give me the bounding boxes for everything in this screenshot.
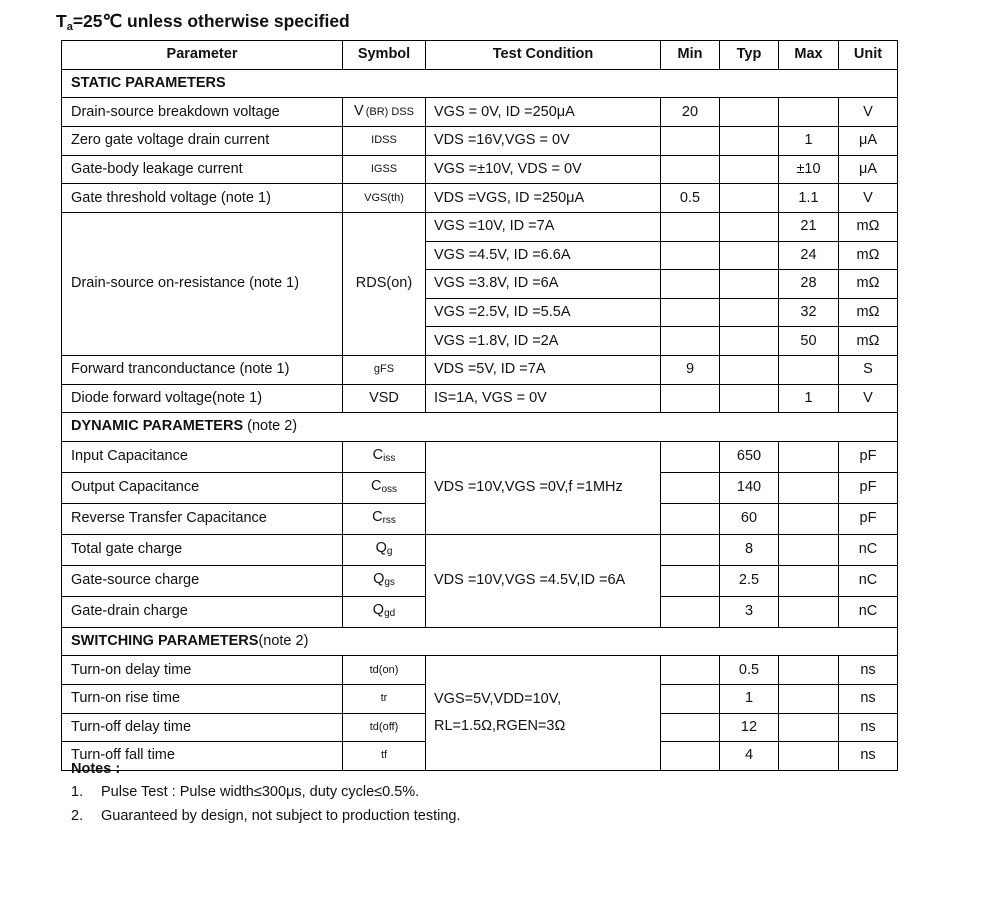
min-cell [661, 127, 720, 156]
section-label: SWITCHING PARAMETERS [71, 633, 259, 650]
table-row: Turn-off delay time td(off) 12 ns [62, 713, 898, 742]
condition-cell: VDS =VGS, ID =250μA [426, 184, 661, 213]
condition-cell: VDS =16V,VGS = 0V [426, 127, 661, 156]
rds-unit-3: mΩ [839, 298, 898, 327]
rds-unit-0: mΩ [839, 212, 898, 241]
rds-cond-1: VGS =4.5V, ID =6.6A [426, 241, 661, 270]
unit-cell: μA [839, 155, 898, 184]
unit-cell: S [839, 355, 898, 384]
table-row: Turn-on rise time tr 1 ns [62, 684, 898, 713]
table-row [62, 155, 898, 184]
header-max: Max [779, 41, 839, 70]
section-switching: SWITCHING PARAMETERS(note 2) [62, 627, 898, 656]
table-row [62, 98, 898, 127]
header-symbol: Symbol [343, 41, 426, 70]
param-cell: Gate-body leakage current [62, 155, 343, 184]
note-item: 1. Pulse Test : Pulse width≤300μs, duty cycle≤0.5%. [71, 784, 420, 800]
param-cell: Zero gate voltage drain current [62, 127, 343, 156]
min-cell: 9 [661, 355, 720, 384]
header-typ: Typ [720, 41, 779, 70]
rds-unit-1: mΩ [839, 241, 898, 270]
max-cell [779, 355, 839, 384]
min-cell: 0.5 [661, 184, 720, 213]
table-row: Gate-drain charge $Q_{gd}$ 3 nC [62, 596, 898, 627]
symbol-cell: IDSS [343, 127, 426, 156]
max-cell [779, 98, 839, 127]
header-unit: Unit [839, 41, 898, 70]
header-min: Min [661, 41, 720, 70]
param-cell: Gate threshold voltage (note 1) [62, 184, 343, 213]
table-row [62, 355, 898, 384]
rds-param: Drain-source on-resistance (note 1) [62, 212, 343, 355]
condition-cell: VDS =5V, ID =7A [426, 355, 661, 384]
rds-max-4: 50 [779, 327, 839, 356]
table-row: Total gate charge $Q_g$ VDS =10V,VGS =4.5V,ID =6A 8 nC [62, 534, 898, 565]
page-title: $T_a=25℃$ unless otherwise specified [56, 11, 350, 33]
condition-cell: VGS = 0V, ID =250μA [426, 98, 661, 127]
gate-test-condition: VDS =10V,VGS =4.5V,ID =6A [426, 534, 661, 627]
min-cell [661, 384, 720, 413]
section-label: STATIC PARAMETERS [71, 74, 226, 91]
max-cell: ±10 [779, 155, 839, 184]
rds-cond-3: VGS =2.5V, ID =5.5A [426, 298, 661, 327]
rds-max-3: 32 [779, 298, 839, 327]
condition-cell: VGS =±10V, VDS = 0V [426, 155, 661, 184]
section-label: DYNAMIC PARAMETERS [71, 418, 244, 435]
typ-cell [720, 155, 779, 184]
rds-cond-2: VGS =3.8V, ID =6A [426, 270, 661, 299]
rds-cond-4: VGS =1.8V, ID =2A [426, 327, 661, 356]
table-row: Turn-off fall time tf 4 ns [62, 742, 898, 771]
rds-max-1: 24 [779, 241, 839, 270]
notes-section [71, 761, 461, 832]
typ-cell [720, 127, 779, 156]
rds-max-0: 21 [779, 212, 839, 241]
rds-symbol: RDS(on) [343, 212, 426, 355]
condition-cell: IS=1A, VGS = 0V [426, 384, 661, 413]
symbol-cell: V (BR) DSS [343, 98, 426, 127]
symbol-cell: VSD [343, 384, 426, 413]
max-cell: 1 [779, 127, 839, 156]
table-row [62, 184, 898, 213]
min-cell: 20 [661, 98, 720, 127]
electrical-characteristics-table [61, 40, 898, 771]
table-row: Output Capacitance $C_{oss}$ 140 pF [62, 472, 898, 503]
table-row [62, 384, 898, 413]
param-cell: Forward tranconductance (note 1) [62, 355, 343, 384]
rds-unit-2: mΩ [839, 270, 898, 299]
max-cell: 1 [779, 384, 839, 413]
typ-cell [720, 355, 779, 384]
typ-cell [720, 184, 779, 213]
note-item: 2. Guaranteed by design, not subject to production testing. [71, 808, 461, 824]
notes-heading: Notes : [71, 761, 121, 777]
symbol-cell: VGS(th) [343, 184, 426, 213]
symbol-cell: IGSS [343, 155, 426, 184]
table-row [62, 127, 898, 156]
section-dynamic: DYNAMIC PARAMETERS (note 2) [62, 413, 898, 442]
typ-cell [720, 98, 779, 127]
typ-cell [720, 384, 779, 413]
unit-cell: μA [839, 127, 898, 156]
min-cell [661, 155, 720, 184]
table-row: Turn-on delay time td(on) VGS=5V,VDD=10V, RL=1.5Ω,RGEN=3Ω 0.5 ns [62, 656, 898, 685]
rds-unit-4: mΩ [839, 327, 898, 356]
rds-cond-0: VGS =10V, ID =7A [426, 212, 661, 241]
switching-test-condition: VGS=5V,VDD=10V, RL=1.5Ω,RGEN=3Ω [426, 656, 661, 770]
header-row [62, 41, 898, 70]
unit-cell: V [839, 384, 898, 413]
symbol-cell: gFS [343, 355, 426, 384]
header-test-condition: Test Condition [426, 41, 661, 70]
header-parameter: Parameter [62, 41, 343, 70]
unit-cell: V [839, 184, 898, 213]
table-row: Input Capacitance $C_{iss}$ VDS =10V,VGS =0V,f =1MHz 650 pF [62, 441, 898, 472]
max-cell: 1.1 [779, 184, 839, 213]
table-row [62, 212, 898, 241]
table-row: Gate-source charge $Q_{gs}$ 2.5 nC [62, 565, 898, 596]
param-cell: Diode forward voltage(note 1) [62, 384, 343, 413]
unit-cell: V [839, 98, 898, 127]
rds-max-2: 28 [779, 270, 839, 299]
section-static [62, 69, 898, 98]
cap-test-condition: VDS =10V,VGS =0V,f =1MHz [426, 441, 661, 534]
table-row: Reverse Transfer Capacitance $C_{rss}$ 60 pF [62, 503, 898, 534]
param-cell: Drain-source breakdown voltage [62, 98, 343, 127]
